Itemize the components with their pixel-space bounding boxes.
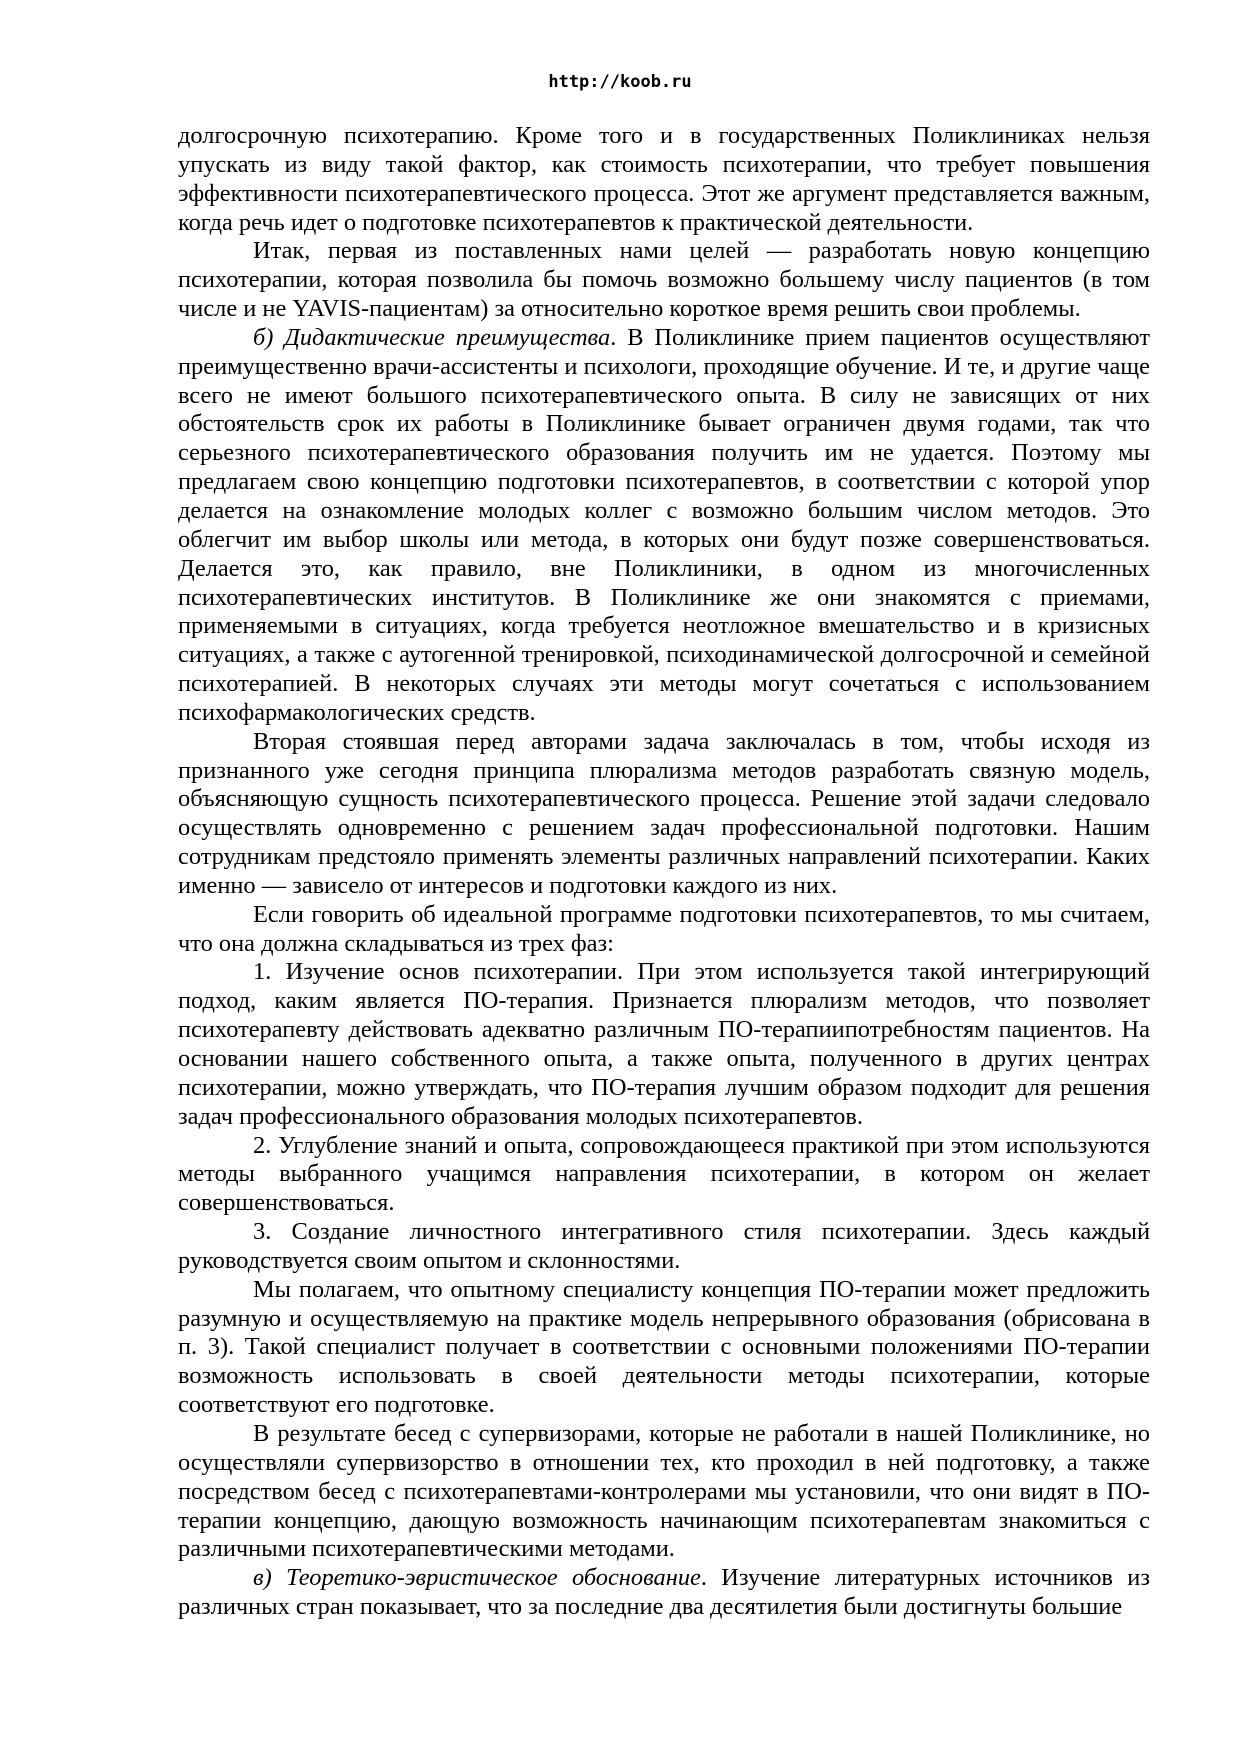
paragraph-text: Итак, первая из поставленных нами целей — разработать новую концепцию психотерапии, которая позволила бы помочь возможно большему числу пациентов (в том числе и не YAVIS-пациентам) за относительно короткое время решить свои проблемы.: [178, 237, 1150, 323]
section-heading-didactic: б) Дидактические преимущества: [253, 323, 611, 351]
section-heading-theoretical: в) Теоретико-эвристическое обоснование: [253, 1564, 701, 1592]
paragraph-text: . В Поликлинике прием пациентов осуществляют преимущественно врачи-ассистенты и психологи, проходящие обучение. И те, и другие чаще всего не имеют большого психотерапевтического опыта. В силу не зависящих от них обстоятельств срок их работы в Поликлинике бывает ограничен двумя годами, так что серьезного психотерапевтического образования получить им не удается. Поэтому мы предлагаем свою концепцию подготовки психотерапевтов, в соответствии с которой упор делается на ознакомление молодых коллег с возможно большим числом методов. Это облегчит им выбор школы или метода, в которых они будут позже совершенствоваться. Делается это, как правило, вне Поликлиники, в одном из многочисленных психотерапевтических институтов. В Поликлинике же они знакомятся с приемами, применяемыми в ситуациях, когда требуется неотложное вмешательство и в кризисных ситуациях, а также с аутогенной тренировкой, психодинамической долгосрочной и семейной психотерапией. В некоторых случаях эти методы могут сочетаться с использованием психофармакологических средств.: [178, 323, 1150, 726]
paragraph-text: долгосрочную психотерапию. Кроме того и в государственных Поликлиниках нельзя упускать из виду такой фактор, как стоимость психотерапии, что требует повышения эффективности психотерапевтического процесса. Этот же аргумент представляется важным, когда речь идет о подготовке психотерапевтов к практической деятельности.: [178, 122, 1150, 236]
paragraph-4: [178, 728, 1150, 901]
document-body: [178, 122, 1150, 1622]
paragraph-7: [178, 1132, 1150, 1219]
paragraph-text: Мы полагаем, что опытному специалисту концепция ПО-терапии может предложить разумную и осуществляемую на практике модель непрерывного образования (обрисована в п. 3). Такой специалист получает в соответствии с основными положениями ПО-терапии возможность использовать в своей деятельности методы психотерапии, которые соответствуют его подготовке.: [178, 1275, 1150, 1419]
paragraph-text: 3. Создание личностного интегративного стиля психотерапии. Здесь каждый руководствуется своим опытом и склонностями.: [178, 1218, 1150, 1274]
paragraph-text: . Изучение литературных источников из различных стран показывает, что за последние два десятилетия были достигнуты большие: [178, 1564, 1150, 1621]
paragraph-text: 1. Изучение основ психотерапии. При этом используется такой интегрирующий подход, каким является ПО-терапия. Признается плюрализм методов, что позволяет психотерапевту действовать адекватно различным ПО-терапиипотребностям пациентов. На основании нашего собственного опыта, а также опыта, полученного в других центрах психотерапии, можно утверждать, что ПО-терапия лучшим образом подходит для решения задач профессионального образования молодых психотерапевтов.: [178, 958, 1150, 1130]
paragraph-2: [178, 237, 1150, 324]
paragraph-text: Вторая стоявшая перед авторами задача заключалась в том, чтобы исходя из признанного уже сегодня принципа плюрализма методов разработать связную модель, объясняющую сущность психотерапевтического процесса. Решение этой задачи следовало осуществлять одновременно с решением задач профессиональной подготовки. Нашим сотрудникам предстояло применять элементы различных направлений психотерапии. Каких именно — зависело от интересов и подготовки каждого из них.: [178, 727, 1150, 899]
paragraph-5: [178, 901, 1150, 959]
paragraph-text: Если говорить об идеальной программе подготовки психотерапевтов, то мы считаем, что она должна складываться из трех фаз:: [178, 900, 1150, 957]
paragraph-1: [178, 122, 1150, 237]
paragraph-11: [178, 1564, 1150, 1622]
paragraph-3: [178, 324, 1150, 728]
paragraph-8: [178, 1218, 1150, 1276]
paragraph-text: В результате бесед с супервизорами, которые не работали в нашей Поликлинике, но осуществляли супервизорство в отношении тех, кто проходил в ней подготовку, а также посредством бесед с психотерапевтами-контролерами мы установили, что они видят в ПО-терапии концепцию, дающую возможность начинающим психотерапевтам знакомиться с различными психотерапевтическими методами.: [178, 1419, 1150, 1563]
paragraph-9: [178, 1276, 1150, 1420]
paragraph-6: [178, 958, 1150, 1131]
paragraph-10: [178, 1420, 1150, 1564]
page-header-url: http://koob.ru: [548, 72, 692, 92]
paragraph-text: 2. Углубление знаний и опыта, сопровождающееся практикой при этом используются методы выбранного учащимся направления психотерапии, в котором он желает совершенствоваться.: [178, 1131, 1150, 1217]
